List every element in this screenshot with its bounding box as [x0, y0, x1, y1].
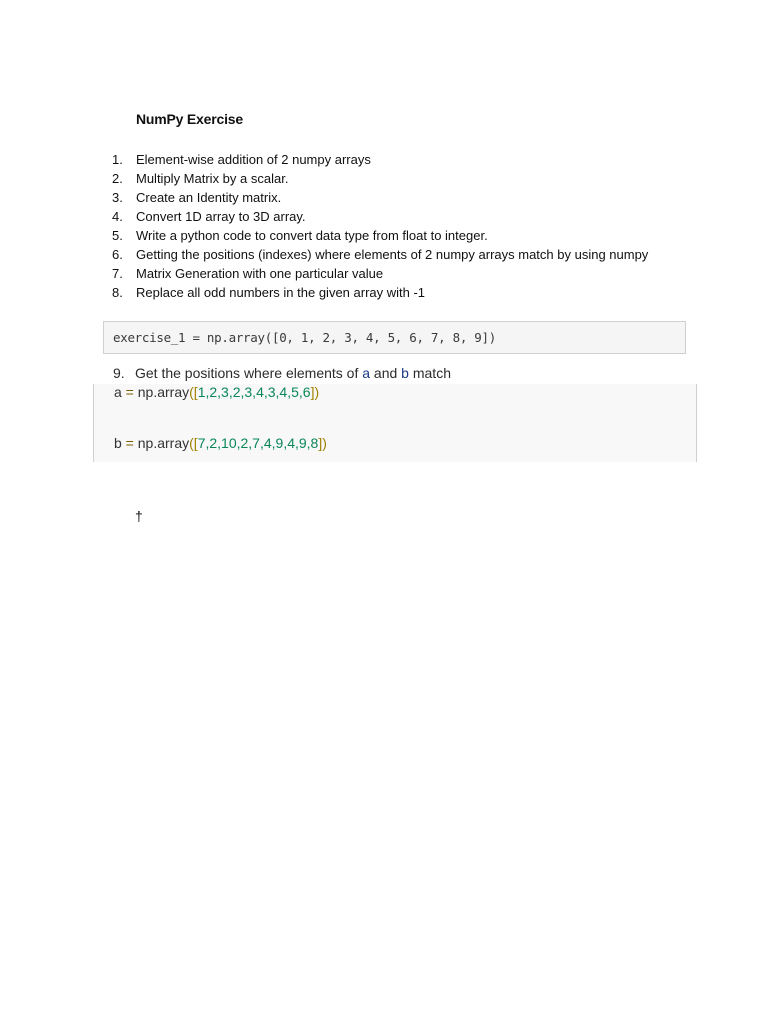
page-title: NumPy Exercise	[136, 111, 243, 127]
code-values: 7,2,10,2,7,4,9,4,9,8	[197, 435, 319, 451]
list-item	[104, 207, 664, 226]
footnote-mark: †	[135, 508, 143, 524]
list-item-text: Element-wise addition of 2 numpy arrays	[136, 152, 371, 167]
item9-text-post: match	[408, 365, 451, 381]
jupyter-code-cell	[93, 384, 697, 462]
list-number: 4.	[112, 209, 123, 224]
list-number: 9.	[113, 365, 125, 381]
exercise-list	[104, 150, 664, 302]
item9-var-b: b	[401, 365, 409, 381]
list-item	[104, 188, 664, 207]
list-item-text: Multiply Matrix by a scalar.	[136, 171, 289, 186]
code-bracket-open: ([	[189, 384, 198, 400]
code-operator: =	[121, 384, 138, 400]
list-item-text: Matrix Generation with one particular value	[136, 266, 384, 281]
list-item-text: Write a python code to convert data type from float to integer.	[136, 228, 488, 243]
list-item	[104, 264, 664, 283]
list-number: 8.	[112, 285, 123, 300]
list-number: 2.	[112, 171, 123, 186]
list-item	[104, 169, 664, 188]
list-item-text: Getting the positions (indexes) where elements of 2 numpy arrays match by using numpy	[136, 247, 649, 262]
list-item-text: Create an Identity matrix.	[136, 190, 282, 205]
list-item-9	[113, 365, 451, 381]
code-call: np.array	[137, 384, 190, 400]
list-number: 7.	[112, 266, 123, 281]
code-line-b	[114, 435, 327, 451]
code-bracket-close: ])	[310, 384, 320, 400]
list-item	[104, 283, 664, 302]
code-line-a	[114, 384, 319, 400]
code-bracket-open: ([	[189, 435, 198, 451]
list-number: 3.	[112, 190, 123, 205]
code-var: a	[114, 384, 122, 400]
list-number: 5.	[112, 228, 123, 243]
code-values: 1,2,3,2,3,4,3,4,5,6	[197, 384, 311, 400]
code-bracket-close: ])	[318, 435, 327, 451]
list-item	[104, 226, 664, 245]
exercise-code-block: exercise_1 = np.array([0, 1, 2, 3, 4, 5, 6, 7, 8, 9])	[103, 321, 686, 354]
list-number: 1.	[112, 152, 123, 167]
code-call: np.array	[137, 435, 190, 451]
item9-var-a: a	[362, 365, 371, 381]
code-operator: =	[121, 435, 138, 451]
item9-text-pre: Get the positions where elements of	[135, 365, 363, 381]
code-var: b	[114, 435, 122, 451]
list-number: 6.	[112, 247, 123, 262]
list-item	[104, 150, 664, 169]
list-item-text: Convert 1D array to 3D array.	[136, 209, 306, 224]
list-item-text: Replace all odd numbers in the given array with -1	[136, 285, 426, 300]
item9-text-mid: and	[370, 365, 402, 381]
list-item	[104, 245, 664, 264]
